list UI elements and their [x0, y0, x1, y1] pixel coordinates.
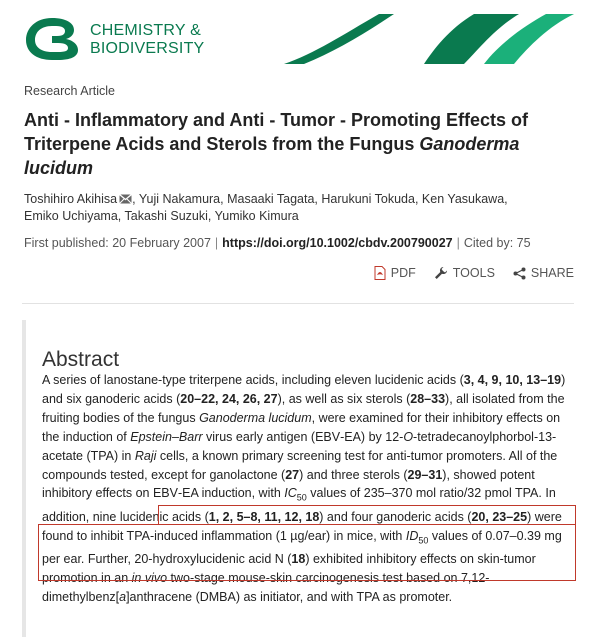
article-actions: [374, 266, 574, 280]
author-link[interactable]: Emiko Uchiyama: [24, 209, 118, 223]
compound-numbers: 18: [291, 552, 306, 567]
abstract-text-run: two‐stage mouse‐skin carcinogenesis test based on 7,12‐dimethylbenz[: [42, 571, 490, 604]
abstract-text-run: values of 235–370 mol ratio/32 pmol TPA. In addition, nine lucidenic acids (: [42, 486, 556, 524]
abstract-text-run: virus early antigen (EBV‐EA) by 12‐: [202, 429, 404, 444]
journal-name-line1: CHEMISTRY &: [90, 22, 201, 39]
abstract-text-run: cells, a known primary screening test for anti‐tumor promoters. All of the compounds tested, except for ganolactone (: [42, 448, 558, 482]
tools-button[interactable]: [434, 266, 495, 280]
journal-logo-mark-icon: [22, 14, 86, 64]
journal-logo-stripes-icon: [284, 14, 574, 64]
species-name: Ganoderma lucidum: [199, 410, 312, 425]
subscript: 50: [296, 492, 307, 503]
separator: |: [214, 236, 219, 250]
abstract-text-run: ) and six ganoderic acids (: [42, 373, 566, 406]
abstract-text-run: ), showed potent inhibitory effects on EBV‐EA induction, with: [42, 467, 535, 501]
highlight-box: [38, 524, 576, 581]
email-icon[interactable]: [119, 194, 132, 204]
compound-numbers: 29–31: [407, 467, 443, 482]
doi-link[interactable]: https://doi.org/10.1002/cbdv.200790027: [222, 236, 453, 250]
abstract-text-run: A series of lanostane‐type triterpene acids, including eleven lucidenic acids (: [42, 373, 464, 387]
publication-info: [24, 236, 531, 250]
author-link[interactable]: Yuji Nakamura: [138, 192, 221, 206]
italic-term: O: [403, 429, 414, 444]
wrench-icon: [434, 266, 448, 280]
author-link[interactable]: Masaaki Tagata: [227, 192, 315, 206]
compound-numbers: 20–22, 24, 26, 27: [180, 391, 278, 406]
pdf-label: PDF: [390, 266, 416, 280]
compound-numbers: 1, 2, 5–8, 11, 12, 18: [208, 509, 320, 524]
compound-numbers: 3, 4, 9, 10, 13–19: [463, 373, 562, 387]
author-link[interactable]: Toshihiro Akihisa: [24, 192, 118, 206]
share-icon: [513, 267, 526, 280]
author-link[interactable]: Takashi Suzuki: [124, 209, 208, 223]
journal-name-line2: BIODIVERSITY: [90, 40, 205, 57]
highlight-box: [158, 505, 576, 525]
author-link[interactable]: Ken Yasukawa: [421, 192, 505, 206]
separator: |: [456, 236, 460, 250]
author-link[interactable]: Harukuni Tokuda: [321, 192, 415, 206]
abstract-heading: Abstract: [42, 348, 120, 372]
journal-logo[interactable]: [22, 14, 574, 64]
italic-term: a: [119, 589, 127, 604]
article-title: [24, 108, 572, 180]
article-title-main: Anti ‐ Inflammatory and Anti ‐ Tumor ‐ Promoting Effects of Triterpene Acids and Sterols from the Fungus: [24, 110, 528, 154]
italic-term: ID: [405, 528, 419, 543]
divider: [22, 303, 574, 304]
pdf-icon: [374, 266, 386, 280]
abstract-text-run: ), all isolated from the fruiting bodies of the fungus: [42, 391, 565, 425]
cited-by-count[interactable]: 75: [516, 236, 531, 250]
abstract-text-run: ) and three sterols (: [299, 467, 408, 482]
abstract-text-run: ), as well as six sterols (: [277, 391, 411, 406]
subscript: 50: [418, 535, 429, 546]
share-button[interactable]: [513, 266, 574, 280]
pdf-button[interactable]: [374, 266, 416, 280]
tools-label: TOOLS: [452, 266, 495, 280]
cited-by-label: Cited by:: [463, 236, 517, 250]
italic-term: Raji: [134, 448, 157, 463]
italic-term: in vivo: [131, 571, 168, 586]
abstract-text-run: ) were found to inhibit TPA‐induced inflammation (1 µg/ear) in mice, with: [42, 509, 562, 543]
compound-numbers: 27: [285, 467, 300, 482]
italic-term: IC: [284, 486, 297, 501]
abstract-text-run: values of 0.07–0.39 mg per ear. Further, 20‐hydroxylucidenic acid N (: [42, 528, 562, 567]
author-list: Toshihiro Akihisa , Yuji Nakamura, Masaaki Tagata, Harukuni Tokuda, Ken Yasukawa, Emiko Uchiyama, Takashi Suzuki, Yumiko Kimura: [24, 192, 508, 223]
italic-term: Epstein–Barr: [130, 429, 203, 444]
share-label: SHARE: [530, 266, 574, 280]
first-published-date: 20 February 2007: [112, 236, 211, 250]
abstract-text-run: ) exhibited inhibitory effects on skin‐tumor promotion in an: [42, 552, 536, 586]
compound-numbers: 28–33: [410, 391, 446, 406]
abstract-text-run: , were examined for their inhibitory effects on the induction of: [42, 410, 561, 444]
first-published-label: First published:: [24, 236, 113, 250]
compound-numbers: 20, 23–25: [471, 509, 528, 524]
abstract-text-run: ) and four ganoderic acids (: [319, 509, 472, 524]
article-type: Research Article: [24, 84, 116, 98]
abstract-text-run: ]anthracene (DMBA) as initiator, and with TPA as promoter.: [126, 589, 453, 604]
journal-name: [90, 22, 204, 58]
author-link[interactable]: Yumiko Kimura: [214, 209, 299, 223]
abstract-text-run: ‐tetradecanoylphorbol‐13‐acetate (TPA) in: [42, 429, 557, 463]
article-title-species: Ganoderma lucidum: [24, 134, 520, 178]
